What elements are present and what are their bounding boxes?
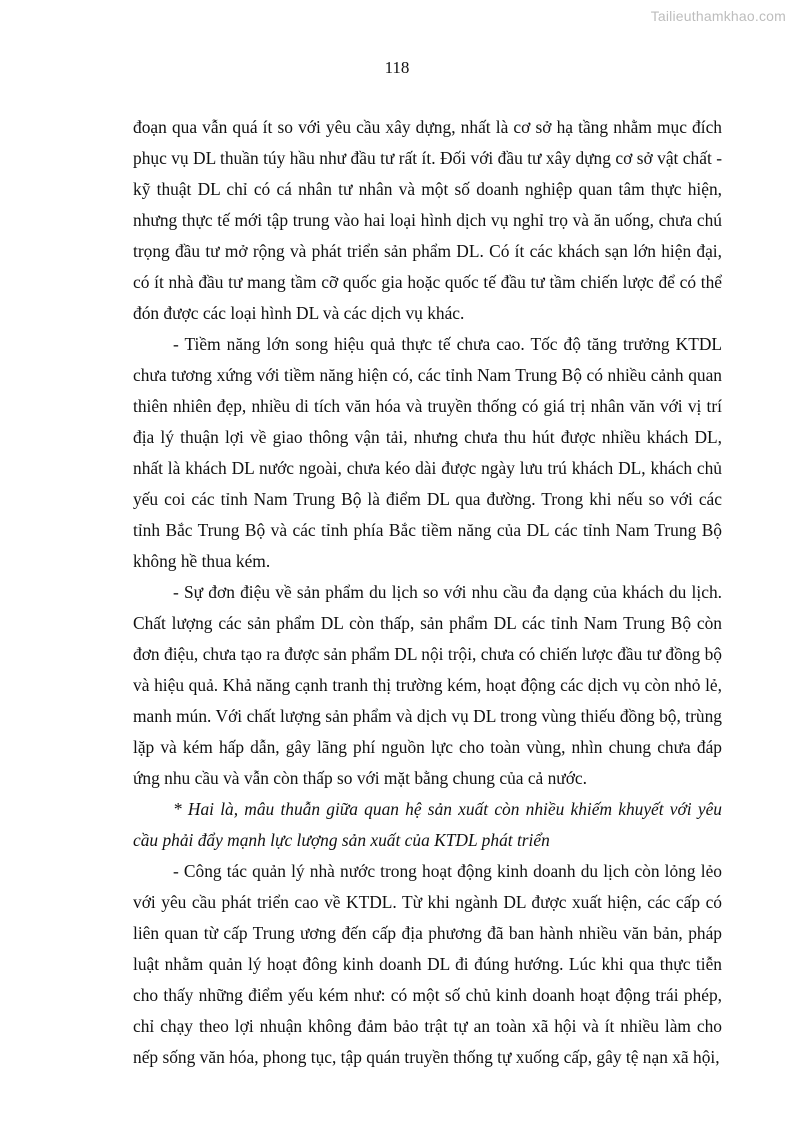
section-heading-second-contradiction: * Hai là, mâu thuẫn giữa quan hệ sản xuất còn nhiều khiếm khuyết với yêu cầu phải đẩy mạnh lực lượng sản xuất của KTDL phát triển	[133, 799, 722, 850]
page-number: 118	[384, 58, 410, 77]
document-body	[133, 112, 722, 1073]
paragraph-product-monotony: - Sự đơn điệu về sản phẩm du lịch so với nhu cầu đa dạng của khách du lịch. Chất lượng các sản phẩm DL còn thấp, sản phẩm DL các tỉnh Nam Trung Bộ còn đơn điệu, chưa tạo ra được sản phẩm DL nội trội, chưa có chiến lược đầu tư đồng bộ và hiệu quả. Khả năng cạnh tranh thị trường kém, hoạt động các dịch vụ còn nhỏ lẻ, manh mún. Với chất lượng sản phẩm và dịch vụ DL trong vùng thiếu đồng bộ, trùng lặp và kém hấp dẫn, gây lãng phí nguồn lực cho toàn vùng, nhìn chung chưa đáp ứng nhu cầu và vẫn còn thấp so với mặt bằng chung của cả nước.	[133, 582, 722, 788]
watermark-text: Tailieuthamkhao.com	[650, 8, 786, 24]
paragraph-state-management: - Công tác quản lý nhà nước trong hoạt động kinh doanh du lịch còn lỏng lẻo với yêu cầu phát triển cao về KTDL. Từ khi ngành DL được xuất hiện, các cấp có liên quan từ cấp Trung ương đến cấp địa phương đã ban hành nhiều văn bản, pháp luật nhằm quản lý hoạt đông kinh doanh DL đi đúng hướng. Lúc khi qua thực tiễn cho thấy những điểm yếu kém như: có một số chủ kinh doanh hoạt động trái phép, chỉ chạy theo lợi nhuận không đảm bảo trật tự an toàn xã hội và ít nhiều làm cho nếp sống văn hóa, phong tục, tập quán truyền thống tự xuống cấp, gây tệ nạn xã hội,	[133, 861, 722, 1067]
paragraph-continuation: đoạn qua vẫn quá ít so với yêu cầu xây dựng, nhất là cơ sở hạ tầng nhằm mục đích phục vụ DL thuần túy hầu như đầu tư rất ít. Đối với đầu tư xây dựng cơ sở vật chất - kỹ thuật DL chỉ có cá nhân tư nhân và một số doanh nghiệp quan tâm thực hiện, nhưng thực tế mới tập trung vào hai loại hình dịch vụ nghỉ trọ và ăn uống, chưa chú trọng đầu tư mở rộng và phát triển sản phẩm DL. Có ít các khách sạn lớn hiện đại, có ít nhà đầu tư mang tầm cỡ quốc gia hoặc quốc tế đầu tư tầm chiến lược để có thể đón được các loại hình DL và các dịch vụ khác.	[133, 117, 722, 323]
paragraph-potential: - Tiềm năng lớn song hiệu quả thực tế chưa cao. Tốc độ tăng trưởng KTDL chưa tương xứng với tiềm năng hiện có, các tỉnh Nam Trung Bộ có nhiều cảnh quan thiên nhiên đẹp, nhiều di tích văn hóa và truyền thống có giá trị nhân văn với vị trí địa lý thuận lợi về giao thông vận tải, nhưng chưa thu hút được nhiều khách DL, nhất là khách DL nước ngoài, chưa kéo dài được ngày lưu trú khách DL, khách chủ yếu coi các tỉnh Nam Trung Bộ là điểm DL qua đường. Trong khi nếu so với các tỉnh Bắc Trung Bộ và các tỉnh phía Bắc tiềm năng của DL các tỉnh Nam Trung Bộ không hề thua kém.	[133, 334, 722, 571]
